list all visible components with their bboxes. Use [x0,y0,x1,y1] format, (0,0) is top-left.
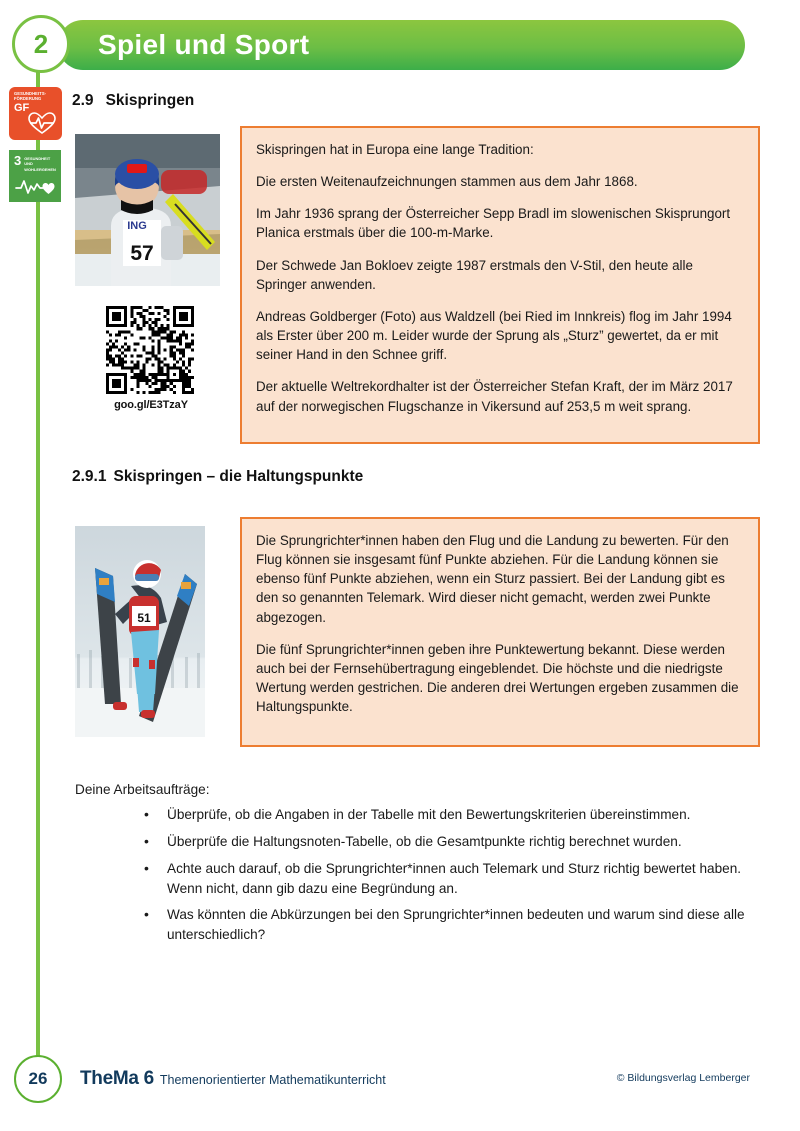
section-title-2-9-1: Skispringen – die Haltungspunkte [113,468,364,485]
footer-brand-name: TheMa 6 [80,1068,154,1089]
badge-gf-line2: FÖRDERUNG [14,96,42,102]
chapter-number: 2 [33,29,49,59]
task-item: • Achte auch darauf, ob die Sprungrichter*innen auch Telemark und Sturz richtig bewertet haben. Wenn nicht, dann gib dazu eine Begründung an. [140,859,760,899]
photo-ski-jumper-portrait [75,134,220,286]
section-title-2-9: Skispringen [105,92,195,109]
page-number: 26 [28,1069,48,1088]
badge-gf-abbr: GF [14,102,30,115]
section-number-2-9-1: 2.9.1 [72,468,107,485]
svg-text:ING: ING [127,220,147,232]
info-paragraph: Im Jahr 1936 sprang der Österreicher Sepp Bradl im slowenischen Skisprungort Planica erstmals über die 100-m-Marke. [256,206,731,241]
task-item: • Überprüfe die Haltungsnoten-Tabelle, ob die Gesamtpunkte richtig berechnet wurden. [140,832,760,852]
pulse-heart-icon [15,176,55,196]
svg-text:51: 51 [137,611,151,625]
qr-code-block [106,306,196,411]
sdg-label-line1: GESUNDHEIT UND [24,156,51,167]
sdg-label-line2: WOHLERGEHEN [24,167,56,173]
task-item: • Überprüfe, ob die Angaben in der Tabelle mit den Bewertungskriterien übereinstimmen. [140,805,760,825]
left-green-rail [36,58,40,1068]
chapter-title: Spiel und Sport [98,29,310,60]
info-paragraph: Andreas Goldberger (Foto) aus Waldzell (bei Ried im Innkreis) flog im Jahr 1994 als Erster über 200 m. Leider wurde der Sprung als „Sturz” gewertet, da er mit seiner Hand in den Schnee griff. [256,308,732,363]
info-paragraph: Die Sprungrichter*innen haben den Flug und die Landung zu bewerten. Für den Flug können sie insgesamt fünf Punkte abziehen. Für die Landung können sie ebenso fünf Punkte abziehen, wenn ein Sturz passiert. Bei der Landung gibt es den so genannten Telemark. Wird dieser nicht gemacht, werden zwei Punkte abgezogen. [256,533,729,625]
badge-sdg-3 [9,150,61,202]
photo-ski-jumper-flight-image [75,526,205,737]
chapter-banner [58,20,745,70]
footer-brand-subtitle: Themenorientierter Mathematikunterricht [159,1073,386,1087]
footer-copyright: © Bildungsverlag Lemberger [616,1072,750,1084]
sdg-number: 3 [14,153,22,168]
info-box-skispringen [240,126,760,444]
photo-ski-jumper-portrait-image [75,134,220,286]
chapter-number-badge [12,15,70,73]
heart-pulse-icon [27,111,57,135]
info-paragraph: Die ersten Weitenaufzeichnungen stammen aus dem Jahr 1868. [256,174,638,190]
info-paragraph: Die fünf Sprungrichter*innen geben ihre Punktewertung bekannt. Diese werden auch bei der Fernsehübertragung eingeblendet. Die höchste und die niedrigste Wertung werden gestrichen. Die anderen drei Wertungen ergeben zusammen die Haltungspunkte. [256,641,739,715]
tasks-heading: Deine Arbeitsaufträge: [75,782,210,797]
tasks-list [140,805,760,952]
section-heading-2-9-1 [72,468,363,486]
svg-text:57: 57 [130,242,154,265]
info-paragraph: Skispringen hat in Europa eine lange Tradition: [256,142,534,157]
badge-gf-line1: GESUNDHEITS- [14,91,47,96]
qr-code-caption: goo.gl/E3TzaY [114,399,188,411]
photo-ski-jumper-flight [75,526,205,737]
info-paragraph: Der Schwede Jan Bokloev zeigte 1987 erstmals den V-Stil, den heute alle Springer anwenden. [256,257,693,292]
section-number-2-9: 2.9 [72,92,94,109]
info-paragraph: Der aktuelle Weltrekordhalter ist der Österreicher Stefan Kraft, der im März 2017 auf der norwegischen Flugschanze in Vikersund auf 253,5 m weit sprang. [256,379,733,414]
task-item: • Was könnten die Abkürzungen bei den Sprungrichter*innen bedeuten und warum sind diese alle unterschiedlich? [140,905,760,945]
info-box-haltungspunkte [240,517,760,747]
page-number-badge [14,1055,62,1103]
badge-gesundheitsfoerderung [9,87,62,140]
qr-code-image [106,306,194,394]
section-heading-2-9 [72,92,194,110]
footer-brand [80,1068,386,1090]
